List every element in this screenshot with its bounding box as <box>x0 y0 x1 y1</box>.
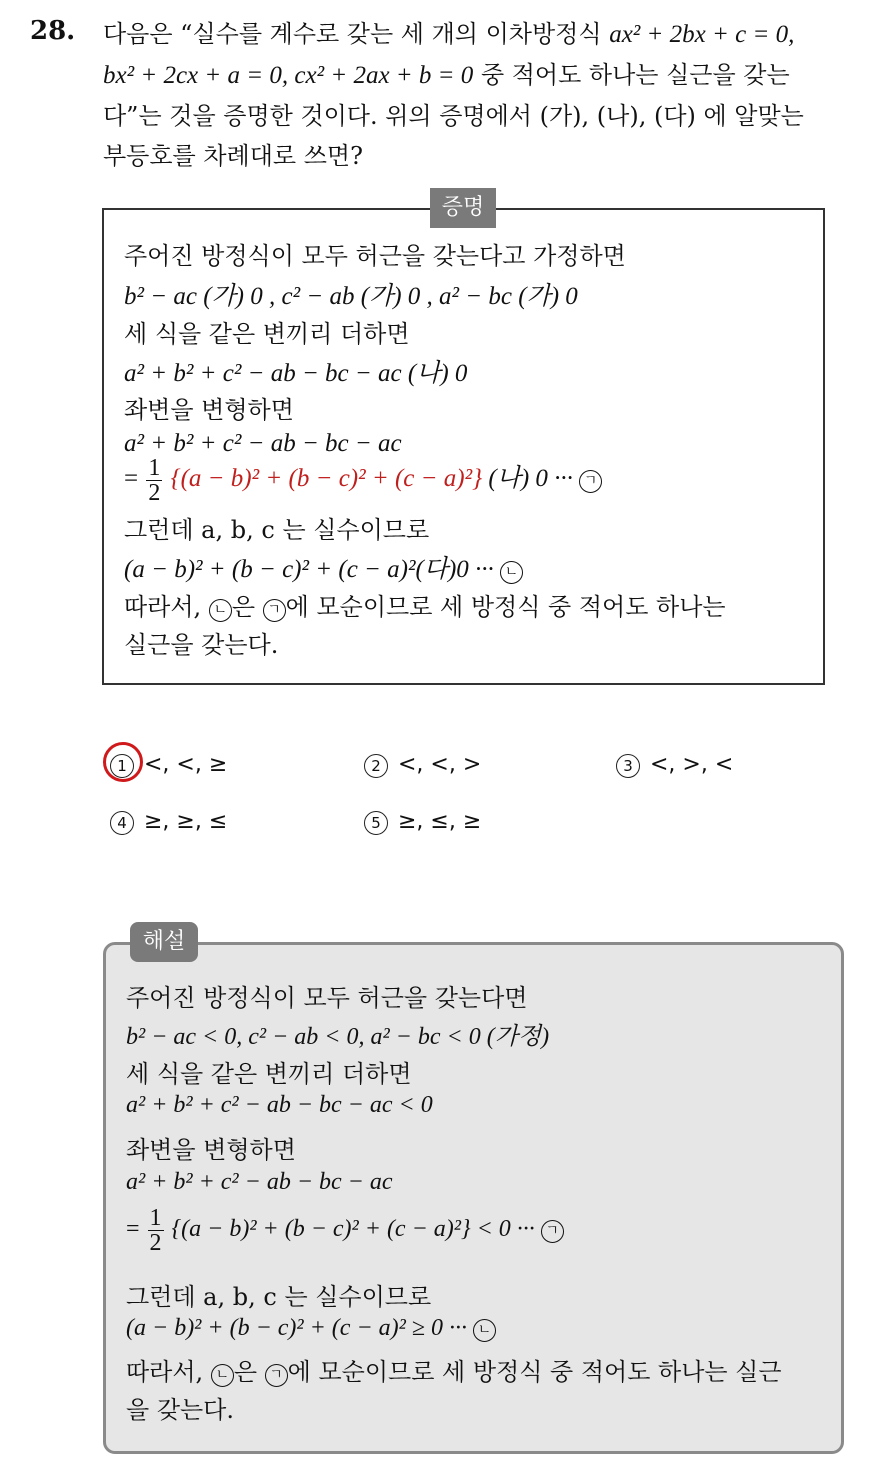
solution-line10-c: 에 모순이므로 세 방정식 중 적어도 하나는 실근 <box>287 1358 782 1386</box>
solution-fraction-numerator: 1 <box>149 1205 162 1231</box>
proof-red-bracket-sum: {(a − b)² + (b − c)² + (c − a)²} <box>170 465 483 493</box>
circled-giyeok-mark: ㄱ <box>265 1364 288 1387</box>
solution-line10-a: 따라서, <box>126 1358 204 1386</box>
question-line-4: 부등호를 차례대로 쓰면? <box>103 142 363 170</box>
circled-giyeok-mark: ㄱ <box>263 599 286 622</box>
choice-text: <, <, > <box>398 752 482 777</box>
choice-text: <, <, ≥ <box>144 752 228 777</box>
solution-line10-b: 은 <box>233 1358 258 1386</box>
proof-line-3: 세 식을 같은 변끼리 더하면 <box>124 320 410 348</box>
proof-line7-equals: = <box>124 465 139 493</box>
question-line-2 <box>103 55 863 96</box>
choice-1[interactable] <box>110 752 227 778</box>
solution-line-6: a² + b² + c² − ab − bc − ac <box>126 1169 393 1195</box>
proof-line7-rest: (나) 0 ··· <box>488 465 573 493</box>
choice-5[interactable] <box>364 809 481 835</box>
proof-line-2: b² − ac (가) 0 , c² − ab (가) 0 , a² − bc (가) 0 <box>124 283 578 310</box>
proof-line9-expr: (a − b)² + (b − c)² + (c − a)²(다)0 ··· <box>124 556 494 583</box>
choice-number: 4 <box>110 811 134 835</box>
solution-line-7 <box>126 1206 564 1255</box>
solution-line7-body: {(a − b)² + (b − c)² + (c − a)²} < 0 ··· <box>171 1216 535 1243</box>
choice-4[interactable] <box>110 809 227 835</box>
circled-nieun-mark: ㄴ <box>500 561 523 584</box>
proof-label: 증명 <box>430 188 496 228</box>
solution-line-2: b² − ac < 0, c² − ab < 0, a² − bc < 0 (가정) <box>126 1024 550 1050</box>
choice-number: 5 <box>364 811 388 835</box>
proof-line-6: a² + b² + c² − ab − bc − ac <box>124 430 402 457</box>
choice-number: 1 <box>110 754 134 778</box>
circled-giyeok-mark: ㄱ <box>579 470 602 493</box>
choice-number: 3 <box>616 754 640 778</box>
question-line2-text: 중 적어도 하나는 실근을 갖는 <box>480 61 790 89</box>
choice-text: <, >, < <box>650 752 734 777</box>
proof-line-4: a² + b² + c² − ab − bc − ac (나) 0 <box>124 360 468 387</box>
solution-line-10 <box>126 1352 782 1387</box>
solution-line-1: 주어진 방정식이 모두 허근을 갖는다면 <box>126 984 528 1012</box>
proof-line-1: 주어진 방정식이 모두 허근을 갖는다고 가정하면 <box>124 242 626 270</box>
proof-line-8: 그런데 a, b, c 는 실수이므로 <box>124 516 430 544</box>
solution-line9-expr: (a − b)² + (b − c)² + (c − a)² ≥ 0 ··· <box>126 1315 467 1341</box>
circled-nieun-mark: ㄴ <box>209 599 232 622</box>
question-number: 28. <box>30 16 76 46</box>
proof-line10-b: 은 <box>231 593 256 621</box>
question-equations-2-3: bx² + 2cx + a = 0, cx² + 2ax + b = 0 <box>103 62 474 89</box>
question-line-3: 다”는 것을 증명한 것이다. 위의 증명에서 (가), (나), (다) 에 알맞는 <box>103 102 804 130</box>
question-equation-1: ax² + 2bx + c = 0, <box>609 21 795 48</box>
solution-fraction-denominator: 2 <box>149 1230 162 1256</box>
choice-number: 2 <box>364 754 388 778</box>
question-text <box>103 14 863 176</box>
choice-3[interactable] <box>616 752 733 778</box>
solution-line7-equals: = <box>126 1216 140 1243</box>
proof-fraction-numerator: 1 <box>148 455 161 481</box>
proof-line-9 <box>124 549 523 585</box>
proof-line-10 <box>124 587 726 622</box>
proof-fraction-denominator: 2 <box>148 480 161 506</box>
proof-line-7 <box>124 456 602 505</box>
choice-text: ≥, ≥, ≤ <box>144 809 228 834</box>
choice-2[interactable] <box>364 752 481 778</box>
question-line-1 <box>103 14 863 55</box>
solution-line-8: 그런데 a, b, c 는 실수이므로 <box>126 1283 432 1311</box>
proof-line-5: 좌변을 변형하면 <box>124 396 294 424</box>
proof-half-fraction <box>146 456 162 505</box>
solution-label: 해설 <box>130 922 198 962</box>
choice-text: ≥, ≤, ≥ <box>398 809 482 834</box>
solution-line-3: 세 식을 같은 변끼리 더하면 <box>126 1060 412 1088</box>
solution-line-11: 을 갖는다. <box>126 1396 234 1424</box>
proof-line10-a: 따라서, <box>124 593 202 621</box>
proof-line10-c: 에 모순이므로 세 방정식 중 적어도 하나는 <box>285 593 726 621</box>
proof-line-11: 실근을 갖는다. <box>124 631 279 659</box>
solution-line-5: 좌변을 변형하면 <box>126 1136 296 1164</box>
solution-line-9 <box>126 1315 496 1342</box>
question-line1-text: 다음은 “실수를 계수로 갖는 세 개의 이차방정식 <box>103 20 602 48</box>
circled-nieun-mark: ㄴ <box>211 1364 234 1387</box>
solution-line-4: a² + b² + c² − ab − bc − ac < 0 <box>126 1092 433 1118</box>
solution-half-fraction <box>148 1206 164 1255</box>
circled-nieun-mark: ㄴ <box>473 1319 496 1342</box>
circled-giyeok-mark: ㄱ <box>541 1220 564 1243</box>
